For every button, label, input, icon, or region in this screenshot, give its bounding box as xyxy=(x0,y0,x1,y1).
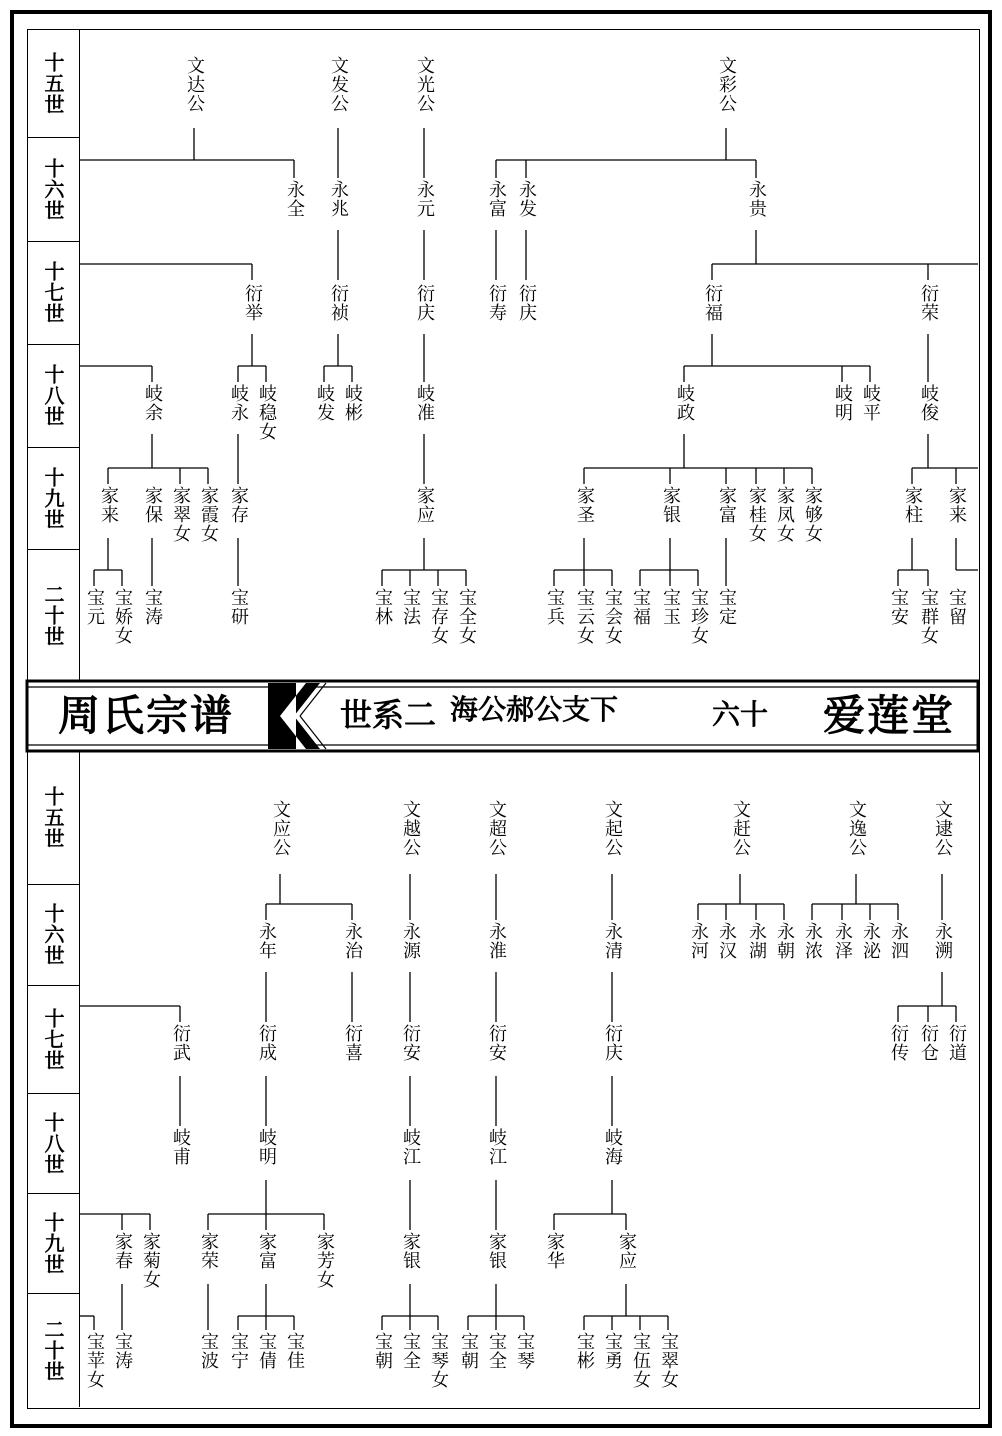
person-name: 家翠女 xyxy=(170,486,191,543)
person-name: 宝法 xyxy=(400,588,421,626)
generation-label: 十七世 xyxy=(27,985,79,1094)
person-name: 文越公 xyxy=(400,800,421,857)
person-name: 宝朝 xyxy=(372,1332,393,1370)
person-name: 永湖 xyxy=(746,922,767,960)
person-name: 永年 xyxy=(256,922,277,960)
person-name: 家保 xyxy=(142,486,163,524)
person-name: 家菊女 xyxy=(140,1232,161,1289)
person-name: 永浓 xyxy=(802,922,823,960)
person-name: 永泗 xyxy=(888,922,909,960)
person-name: 宝留 xyxy=(946,588,967,626)
person-name: 宝会女 xyxy=(602,588,623,645)
person-name: 宝存女 xyxy=(428,588,449,645)
person-name: 衍寿 xyxy=(486,284,507,322)
person-name: 宝波 xyxy=(198,1332,219,1370)
person-name: 岐明 xyxy=(256,1128,277,1166)
person-name: 家银 xyxy=(400,1232,421,1270)
generation-label: 十八世 xyxy=(27,1093,79,1194)
person-name: 岐明 xyxy=(832,384,853,422)
person-name: 宝元 xyxy=(84,588,105,626)
book-title: 周氏宗谱 xyxy=(58,691,235,740)
person-name: 文逸公 xyxy=(846,800,867,857)
person-name: 宝伍女 xyxy=(630,1332,651,1389)
person-name: 衍传 xyxy=(888,1024,909,1062)
person-name: 宝全 xyxy=(400,1332,421,1370)
person-name: 宝琴 xyxy=(514,1332,535,1370)
person-name: 岐俊 xyxy=(918,384,939,422)
person-name: 永朝 xyxy=(774,922,795,960)
person-name: 文发公 xyxy=(328,56,349,113)
person-name: 永汉 xyxy=(716,922,737,960)
person-name: 衍安 xyxy=(486,1024,507,1062)
generation-label: 十六世 xyxy=(27,137,79,242)
person-name: 宝兵 xyxy=(544,588,565,626)
person-name: 宝娇女 xyxy=(112,588,133,645)
person-name: 家凤女 xyxy=(774,486,795,543)
person-name: 衍福 xyxy=(702,284,723,322)
person-name: 宝涛 xyxy=(112,1332,133,1370)
person-name: 文逮公 xyxy=(932,800,953,857)
person-name: 家银 xyxy=(486,1232,507,1270)
person-name: 家华 xyxy=(544,1232,565,1270)
person-name: 宝林 xyxy=(372,588,393,626)
person-name: 宝群女 xyxy=(918,588,939,645)
person-name: 家霞女 xyxy=(198,486,219,543)
generation-label: 十五世 xyxy=(27,29,79,138)
person-name: 衍庆 xyxy=(602,1024,623,1062)
person-name: 衍成 xyxy=(256,1024,277,1062)
generation-label: 二十世 xyxy=(41,583,65,647)
person-name: 永泽 xyxy=(832,922,853,960)
person-name: 家银 xyxy=(660,486,681,524)
generation-label: 十九世 xyxy=(27,1193,79,1294)
person-name: 家存 xyxy=(228,486,249,524)
person-name: 衍庆 xyxy=(414,284,435,322)
generation-label: 十七世 xyxy=(27,241,79,345)
person-name: 家桂女 xyxy=(746,486,767,543)
person-name: 家来 xyxy=(946,486,967,524)
person-name: 岐平 xyxy=(860,384,881,422)
person-name: 家应 xyxy=(616,1232,637,1270)
person-name: 永全 xyxy=(284,180,305,218)
person-name: 宝玉 xyxy=(660,588,681,626)
person-name: 岐稳女 xyxy=(256,384,277,441)
person-name: 宝佳 xyxy=(284,1332,305,1370)
person-name: 衍武 xyxy=(170,1024,191,1062)
person-name: 永兆 xyxy=(328,180,349,218)
person-name: 宝定 xyxy=(716,588,737,626)
person-name: 衍道 xyxy=(946,1024,967,1062)
person-name: 岐彬 xyxy=(342,384,363,422)
person-name: 岐甫 xyxy=(170,1128,191,1166)
person-name: 衍举 xyxy=(242,284,263,322)
person-name: 衍安 xyxy=(400,1024,421,1062)
person-name: 永富 xyxy=(486,180,507,218)
person-name: 宝琴女 xyxy=(428,1332,449,1389)
generation-label: 十六世 xyxy=(27,884,79,986)
person-name: 岐江 xyxy=(486,1128,507,1166)
person-name: 衍庆 xyxy=(516,284,537,322)
generation-label: 十五世 xyxy=(27,751,79,885)
person-name: 家春 xyxy=(112,1232,133,1270)
person-name: 宝勇 xyxy=(602,1332,623,1370)
person-name: 宝倩 xyxy=(256,1332,277,1370)
person-name: 衍仓 xyxy=(918,1024,939,1062)
person-name: 永清 xyxy=(602,922,623,960)
person-name: 岐准 xyxy=(414,384,435,422)
person-name: 衍荣 xyxy=(918,284,939,322)
person-name: 宝朝 xyxy=(458,1332,479,1370)
person-name: 岐发 xyxy=(314,384,335,422)
person-name: 永泌 xyxy=(860,922,881,960)
person-name: 家来 xyxy=(98,486,119,524)
person-name: 宝全女 xyxy=(456,588,477,645)
person-name: 家富 xyxy=(716,486,737,524)
person-name: 文彩公 xyxy=(716,56,737,113)
person-name: 永淮 xyxy=(486,922,507,960)
person-name: 宝云女 xyxy=(574,588,595,645)
person-name: 岐海 xyxy=(602,1128,623,1166)
person-name: 宝研 xyxy=(228,588,249,626)
generation-label: 二十世 xyxy=(41,1318,65,1382)
person-name: 永元 xyxy=(414,180,435,218)
person-name: 岐江 xyxy=(400,1128,421,1166)
person-name: 文光公 xyxy=(414,56,435,113)
person-name: 岐永 xyxy=(228,384,249,422)
person-name: 永溯 xyxy=(932,922,953,960)
page-number: 六十 xyxy=(712,698,769,731)
person-name: 文应公 xyxy=(270,800,291,857)
person-name: 衍祯 xyxy=(328,284,349,322)
person-name: 文赶公 xyxy=(730,800,751,857)
person-name: 宝福 xyxy=(630,588,651,626)
person-name: 永发 xyxy=(516,180,537,218)
person-name: 家荣 xyxy=(198,1232,219,1270)
person-name: 永贵 xyxy=(746,180,767,218)
person-name: 宝宁 xyxy=(228,1332,249,1370)
person-name: 衍喜 xyxy=(342,1024,363,1062)
person-name: 文达公 xyxy=(184,56,205,113)
person-name: 宝全 xyxy=(486,1332,507,1370)
person-name: 宝涛 xyxy=(142,588,163,626)
series-label: 世系二 xyxy=(340,696,437,734)
person-name: 家应 xyxy=(414,486,435,524)
person-name: 永治 xyxy=(342,922,363,960)
person-name: 宝翠女 xyxy=(658,1332,679,1389)
person-name: 家富 xyxy=(256,1232,277,1270)
person-name: 永源 xyxy=(400,922,421,960)
person-name: 家够女 xyxy=(802,486,823,543)
hall-name: 爱莲堂 xyxy=(823,691,956,740)
person-name: 永河 xyxy=(688,922,709,960)
branch-label: 海公郝公支下 xyxy=(450,693,619,726)
person-name: 文超公 xyxy=(486,800,507,857)
person-name: 宝苹女 xyxy=(84,1332,105,1389)
generation-label: 十九世 xyxy=(27,447,79,550)
person-name: 宝彬 xyxy=(574,1332,595,1370)
generation-label: 十八世 xyxy=(27,344,79,448)
person-name: 宝珍女 xyxy=(688,588,709,645)
person-name: 家圣 xyxy=(574,486,595,524)
person-name: 家柱 xyxy=(902,486,923,524)
person-name: 岐余 xyxy=(142,384,163,422)
person-name: 岐政 xyxy=(674,384,695,422)
person-name: 家芳女 xyxy=(314,1232,335,1289)
person-name: 文起公 xyxy=(602,800,623,857)
person-name: 宝安 xyxy=(888,588,909,626)
